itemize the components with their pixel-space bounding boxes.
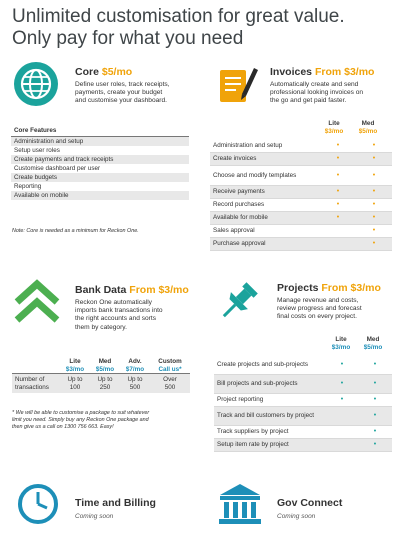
- time-billing-status: Coming soon: [75, 513, 114, 520]
- table-row: [210, 211, 392, 224]
- page-headline: [12, 6, 345, 50]
- row-label: Choose and modify templates: [210, 165, 320, 185]
- check-dot: •: [356, 139, 392, 152]
- bank-plan-lite: [60, 358, 90, 374]
- plan-name: Med: [98, 358, 112, 365]
- value-cell: [120, 374, 150, 394]
- table-row: [210, 139, 392, 152]
- core-desc-line: and customise your dashboard.: [75, 97, 168, 105]
- check-dot: [326, 438, 358, 451]
- projects-desc-line: Manage revenue and costs,: [277, 297, 359, 304]
- gov-connect-status: Coming soon: [277, 513, 316, 520]
- core-features-table: [11, 126, 189, 200]
- row-label: Bill projects and sub-projects: [214, 374, 326, 393]
- table-row: [214, 393, 392, 406]
- headline-line-2: Only pay for what you need: [12, 28, 244, 49]
- check-dot: •: [326, 393, 358, 406]
- value-cell: [90, 374, 120, 394]
- projects-plan-lite: [329, 336, 353, 351]
- table-row: [214, 374, 392, 393]
- bank-desc-line: imports bank transactions into: [75, 307, 163, 315]
- table-row: [210, 152, 392, 165]
- plan-name: Custom: [158, 358, 182, 365]
- plan-price: Call us*: [158, 365, 182, 373]
- plan-price: $5/mo: [95, 365, 115, 373]
- check-dot: •: [320, 139, 356, 152]
- table-row: Available on mobile: [11, 191, 189, 200]
- row-label: [12, 374, 60, 394]
- check-dot: [320, 224, 356, 237]
- check-dot: •: [356, 224, 392, 237]
- invoices-desc-line: professional looking invoices on: [270, 89, 364, 97]
- note-line: limit you need. Simply buy any Reckon One package and: [12, 417, 149, 423]
- plan-name: Lite: [335, 336, 347, 343]
- bank-title: [75, 284, 189, 296]
- table-row: [214, 425, 392, 438]
- table-row: Reporting: [14, 182, 42, 190]
- projects-table: [214, 355, 392, 452]
- check-dot: •: [356, 165, 392, 185]
- table-row: [210, 224, 392, 237]
- check-dot: [320, 237, 356, 250]
- row-label: Track and bill customers by project: [214, 406, 326, 425]
- invoices-desc-line: Automatically create and send: [270, 81, 359, 88]
- value-line: Up to: [127, 376, 143, 383]
- value-line: Over: [163, 376, 177, 383]
- bank-plan-med: [90, 358, 120, 374]
- value-line: Up to: [67, 376, 83, 383]
- table-row: Customise dashboard per user: [14, 164, 101, 172]
- bank-desc-line: Reckon One automatically: [75, 299, 152, 306]
- check-dot: •: [320, 211, 356, 224]
- bank-title-text: Bank Data: [75, 284, 127, 296]
- projects-title-text: Projects: [277, 282, 319, 294]
- bank-plan-adv: [120, 358, 150, 374]
- row-label-line: Number of: [15, 376, 45, 383]
- plan-price: $5/mo: [358, 127, 378, 135]
- bank-price: From $3/mo: [129, 284, 189, 296]
- check-dot: •: [356, 211, 392, 224]
- row-label: Sales approval: [210, 224, 320, 237]
- double-chevron-up-icon: [12, 278, 62, 328]
- value-line: 100: [69, 383, 81, 391]
- check-dot: •: [326, 355, 358, 374]
- check-dot: •: [358, 425, 392, 438]
- check-dot: [326, 406, 358, 425]
- core-title-text: Core: [75, 66, 99, 78]
- table-row: [214, 355, 392, 374]
- plan-name: Adv.: [128, 358, 142, 365]
- value-line: 500: [164, 383, 176, 391]
- check-dot: •: [358, 393, 392, 406]
- row-label: Create invoices: [210, 152, 320, 165]
- table-row: [210, 237, 392, 250]
- check-dot: •: [320, 152, 356, 165]
- invoices-table: [210, 139, 392, 251]
- check-dot: •: [356, 237, 392, 250]
- plan-name: Lite: [328, 120, 340, 127]
- row-label-line: transactions: [15, 383, 49, 391]
- invoices-title: [270, 66, 374, 78]
- projects-desc-line: final costs on every project.: [277, 313, 357, 321]
- bank-desc-line: the right accounts and sorts: [75, 315, 157, 323]
- globe-icon: [14, 62, 58, 106]
- check-dot: •: [358, 374, 392, 393]
- pen-paper-icon: [212, 60, 260, 108]
- time-billing-title: Time and Billing: [75, 497, 156, 509]
- value-line: Up to: [97, 376, 113, 383]
- projects-price: From $3/mo: [321, 282, 381, 294]
- bank-desc-line: them by category.: [75, 323, 127, 331]
- value-cell: [150, 374, 190, 394]
- check-dot: •: [356, 185, 392, 198]
- table-row: [210, 165, 392, 185]
- table-row: Administration and setup: [11, 136, 189, 146]
- core-price: $5/mo: [101, 66, 133, 78]
- invoices-description: [270, 81, 363, 106]
- pushpin-icon: [214, 278, 262, 326]
- bank-plans-table: [12, 358, 190, 393]
- check-dot: •: [320, 198, 356, 211]
- check-dot: •: [358, 438, 392, 451]
- bank-note: [12, 410, 149, 431]
- projects-title: [277, 282, 381, 294]
- core-title: [75, 66, 132, 78]
- invoices-plan-med: [356, 120, 380, 135]
- core-features-header: Core Features: [11, 126, 189, 136]
- core-desc-line: payments, create your budget: [75, 89, 163, 97]
- plan-price: $5/mo: [363, 343, 383, 351]
- check-dot: •: [358, 406, 392, 425]
- row-label: Receive payments: [210, 185, 320, 198]
- table-row: [214, 406, 392, 425]
- table-row: Setup user roles: [14, 146, 60, 154]
- row-label: Purchase approval: [210, 237, 320, 250]
- projects-desc-line: review progress and forecast: [277, 305, 362, 313]
- plan-price: $7/mo: [125, 365, 145, 373]
- core-desc-line: Define user roles, track receipts,: [75, 81, 170, 88]
- projects-plan-med: [361, 336, 385, 351]
- plan-name: Med: [361, 120, 375, 127]
- value-cell: [60, 374, 90, 394]
- row-label: Track suppliers by project: [214, 425, 326, 438]
- table-row: Create payments and track receipts: [11, 155, 189, 164]
- row-label: Available for mobile: [210, 211, 320, 224]
- invoices-title-text: Invoices: [270, 66, 313, 78]
- check-dot: •: [356, 198, 392, 211]
- row-label: Project reporting: [214, 393, 326, 406]
- row-label: Record purchases: [210, 198, 320, 211]
- note-line: * We will be able to customise a package to suit whatever: [12, 410, 150, 416]
- plan-price: $3/mo: [324, 127, 344, 135]
- plan-price: $3/mo: [331, 343, 351, 351]
- government-building-icon: [216, 482, 264, 526]
- check-dot: •: [326, 374, 358, 393]
- value-line: 250: [99, 383, 111, 391]
- plan-name: Lite: [69, 358, 81, 365]
- row-label: Create projects and sub-projects: [214, 355, 326, 374]
- table-row: [214, 438, 392, 451]
- check-dot: [326, 425, 358, 438]
- row-label: Setup item rate by project: [214, 438, 326, 451]
- bank-plan-custom: [150, 358, 190, 374]
- gov-connect-title: Gov Connect: [277, 497, 343, 509]
- invoices-plan-lite: [322, 120, 346, 135]
- check-dot: •: [358, 355, 392, 374]
- headline-line-1: Unlimited customisation for great value.: [12, 6, 345, 27]
- check-dot: •: [320, 165, 356, 185]
- note-line: then give us a call on 1300 756 663. Easy!: [12, 424, 114, 430]
- table-row: [210, 198, 392, 211]
- core-description: [75, 81, 170, 106]
- plan-price: $3/mo: [65, 365, 85, 373]
- value-line: 500: [129, 383, 141, 391]
- invoices-desc-line: the go and get paid faster.: [270, 97, 347, 105]
- bank-description: [75, 299, 163, 332]
- projects-description: [277, 297, 362, 322]
- check-dot: •: [320, 185, 356, 198]
- clock-icon: [16, 482, 60, 526]
- invoices-price: From $3/mo: [314, 66, 375, 78]
- row-label: Administration and setup: [210, 139, 320, 152]
- table-row: Create budgets: [11, 173, 189, 182]
- empty-cell: [12, 358, 60, 374]
- plan-name: Med: [366, 336, 380, 343]
- table-row: [210, 185, 392, 198]
- check-dot: •: [356, 152, 392, 165]
- core-note: Note: Core is needed as a minimum for Reckon One.: [12, 228, 139, 234]
